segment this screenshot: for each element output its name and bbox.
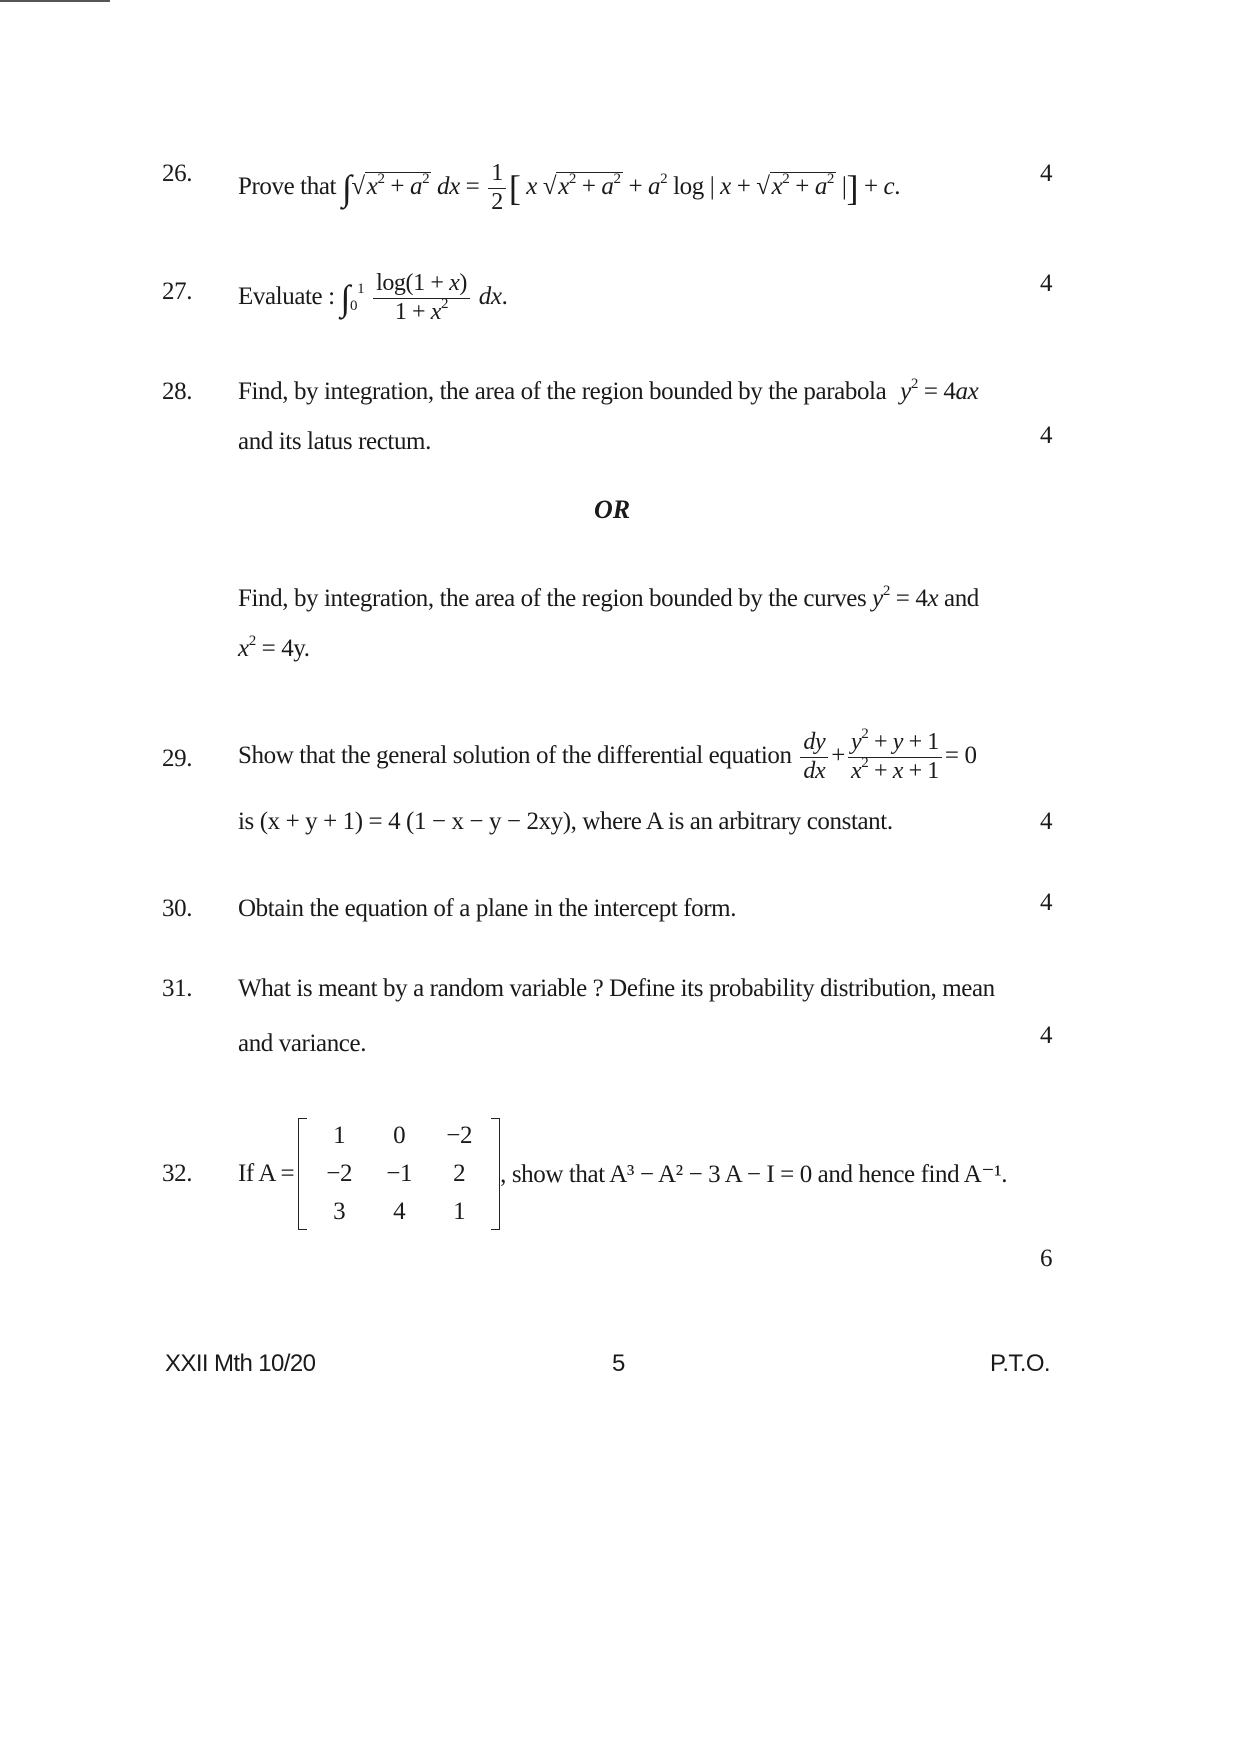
footer-paper-code: XXII Mth 10/20 bbox=[165, 1350, 316, 1377]
question-number: 28. bbox=[162, 378, 193, 405]
matrix-a bbox=[298, 1118, 500, 1230]
footer-pto: P.T.O. bbox=[990, 1350, 1050, 1377]
integral-expression: $\int√x^2 + a^2$ dx = $\frac{1}{2}$ [ x $√x^2 + a^2 + a^2$ log | $x + √x^2 + a^2$ |] + c. bbox=[341, 160, 901, 215]
or-separator: OR bbox=[594, 495, 631, 524]
matrix-cell: 4 bbox=[393, 1198, 406, 1225]
question-prefix: Evaluate : bbox=[238, 282, 335, 310]
differential-equation: $\frac{dy}{dx}$ + $\frac{y^2 + y + 1}{x^2 + x + 1}$ = 0 bbox=[797, 742, 976, 769]
question-number: 26. bbox=[162, 160, 193, 187]
question-alt-line-1: Find, by integration, the area of the region bounded by the curves $y^2 = 4x$ and bbox=[238, 583, 979, 612]
question-text bbox=[238, 1118, 1007, 1230]
question-line-1 bbox=[238, 726, 977, 785]
matrix-cell: −1 bbox=[386, 1160, 413, 1187]
footer-page-number: 5 bbox=[612, 1350, 625, 1377]
question-text: Show that the general solution of the differential equation bbox=[238, 741, 792, 769]
question-text bbox=[238, 160, 900, 216]
question-marks: 4 bbox=[1040, 808, 1053, 835]
matrix-cell: −2 bbox=[446, 1122, 473, 1149]
question-marks: 4 bbox=[1040, 1022, 1053, 1049]
matrix-cell: −2 bbox=[326, 1160, 353, 1187]
matrix-grid bbox=[307, 1118, 491, 1230]
question-number: 27. bbox=[162, 278, 193, 305]
matrix-cell: 0 bbox=[393, 1122, 406, 1149]
question-prefix: If A = bbox=[238, 1160, 295, 1187]
question-text: and variance. bbox=[238, 1030, 367, 1057]
question-text: Obtain the equation of a plane in the intercept form. bbox=[238, 895, 737, 922]
question-suffix: , show that A³ − A² − 3 A − I = 0 and hence find A⁻¹. bbox=[500, 1161, 1008, 1188]
question-number: 31. bbox=[162, 975, 193, 1002]
question-number: 32. bbox=[162, 1160, 193, 1187]
equation: $x^2 = 4y$. bbox=[238, 633, 310, 662]
left-bracket bbox=[298, 1118, 307, 1230]
question-text: is (x + y + 1) = 4 (1 − x − y − 2xy), where A is an arbitrary constant. bbox=[238, 808, 893, 835]
scan-edge-line bbox=[0, 0, 110, 2]
question-marks: 4 bbox=[1040, 422, 1053, 449]
integral-expression: $\int_0^1$ $\frac{\log(1 + x)}{1 + x^2}$ dx. bbox=[340, 270, 508, 325]
question-text bbox=[238, 270, 507, 326]
question-text: Find, by integration, the area of the region bounded by the curves bbox=[238, 585, 867, 612]
question-marks: 4 bbox=[1040, 270, 1053, 297]
question-text-end: and bbox=[944, 585, 979, 612]
question-line-1: Find, by integration, the area of the region bounded by the parabola $y^2 = 4ax$ bbox=[238, 376, 979, 405]
matrix-cell: 2 bbox=[453, 1160, 466, 1187]
question-marks: 4 bbox=[1040, 160, 1053, 187]
question-marks: 4 bbox=[1040, 889, 1053, 916]
question-prefix: Prove that bbox=[238, 172, 337, 200]
right-bracket bbox=[491, 1118, 500, 1230]
matrix-cell: 1 bbox=[333, 1122, 346, 1149]
question-text: and its latus rectum. bbox=[238, 428, 431, 455]
question-marks: 6 bbox=[1040, 1245, 1053, 1272]
question-number: 29. bbox=[162, 745, 193, 772]
question-text: Find, by integration, the area of the region bounded by the parabola bbox=[238, 378, 887, 405]
question-text: What is meant by a random variable ? Define its probability distribution, mean bbox=[238, 975, 995, 1002]
matrix-cell: 3 bbox=[333, 1198, 346, 1225]
matrix-cell: 1 bbox=[453, 1198, 466, 1225]
question-number: 30. bbox=[162, 895, 193, 922]
